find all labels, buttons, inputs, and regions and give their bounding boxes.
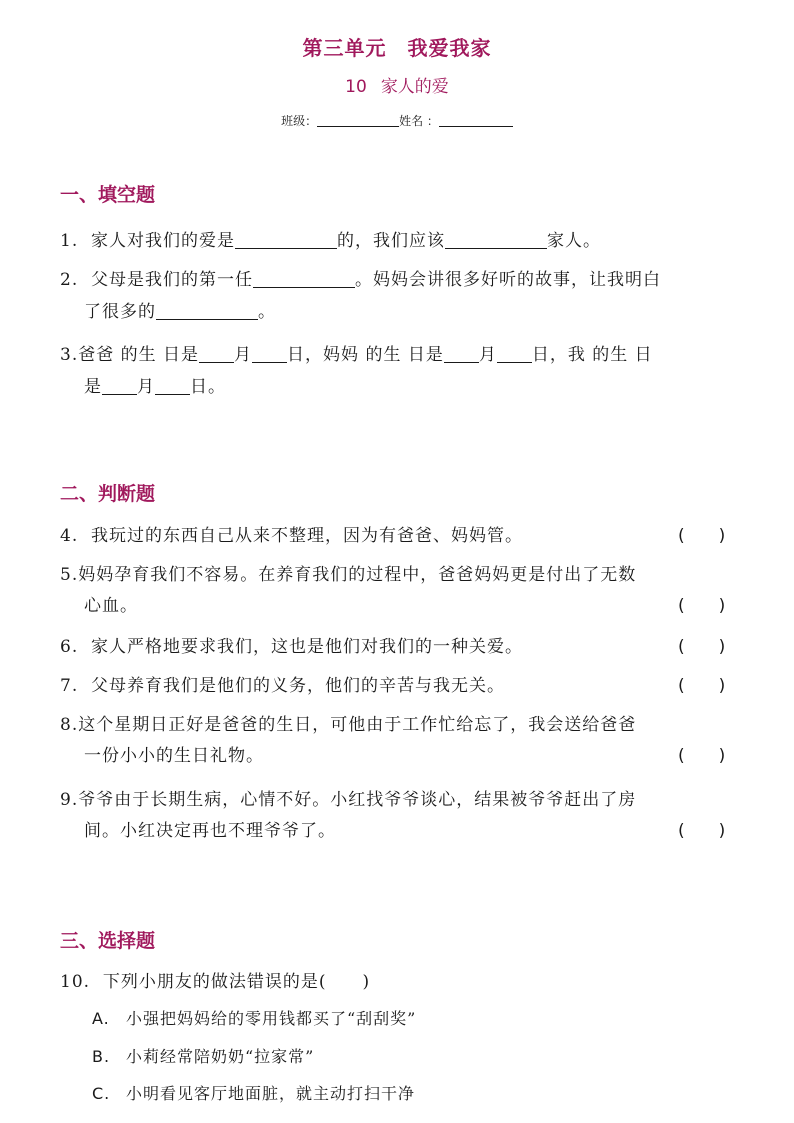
answer-blank[interactable] xyxy=(444,345,479,363)
class-label: 班级： xyxy=(281,114,318,128)
question-2-text-a: 父母是我们的第一任 xyxy=(91,270,254,290)
question-2-text-b: 。妈妈会讲很多好听的故事，让我明白 xyxy=(355,270,662,290)
question-2-continued xyxy=(84,297,276,322)
question-3-text-f: 是 xyxy=(84,377,102,397)
option-c-label: C. xyxy=(92,1084,111,1103)
question-3-text-h: 日。 xyxy=(190,377,226,397)
option-c[interactable] xyxy=(92,1081,415,1104)
question-5 xyxy=(60,560,636,585)
question-5-number: 5. xyxy=(60,565,79,585)
question-3-number: 3. xyxy=(60,345,79,365)
question-4-number: 4. xyxy=(60,526,79,546)
question-2-text-d: 。 xyxy=(258,302,276,322)
question-7-text: 父母养育我们是他们的义务，他们的辛苦与我无关。 xyxy=(91,676,506,696)
question-3-text-e: 日，我 的生 日 xyxy=(531,345,653,365)
answer-blank[interactable] xyxy=(102,377,137,395)
question-2 xyxy=(60,265,661,290)
section-choice-heading: 三、选择题 xyxy=(60,930,156,952)
answer-blank[interactable] xyxy=(252,345,287,363)
question-10 xyxy=(60,967,370,992)
question-9-continued: 间。小红决定再也不理爷爷了。 xyxy=(84,821,336,841)
question-3-text-c: 日，妈妈 的生 日是 xyxy=(287,345,444,365)
answer-parentheses[interactable]: ( ) xyxy=(678,596,726,616)
answer-blank[interactable] xyxy=(155,377,190,395)
question-2-number: 2. xyxy=(60,270,79,290)
answer-blank[interactable] xyxy=(253,270,355,288)
question-6-text: 家人严格地要求我们，这也是他们对我们的一种关爱。 xyxy=(91,637,524,657)
answer-parentheses[interactable]: ( ) xyxy=(678,676,726,696)
question-8-continued: 一份小小的生日礼物。 xyxy=(84,746,264,766)
question-3-text-b: 月 xyxy=(234,345,253,365)
option-a-text: 小强把妈妈给的零用钱都买了“刮刮奖” xyxy=(126,1009,417,1028)
section-judge-heading: 二、判断题 xyxy=(60,483,156,505)
question-10-number: 10. xyxy=(60,972,91,992)
class-field[interactable] xyxy=(317,114,399,127)
answer-blank[interactable] xyxy=(156,302,258,320)
lesson-number: 10 xyxy=(345,77,367,97)
name-field[interactable] xyxy=(439,114,513,127)
question-1 xyxy=(60,226,601,251)
question-8-number: 8. xyxy=(60,715,79,735)
option-a-label: A. xyxy=(92,1009,110,1028)
option-a[interactable] xyxy=(92,1006,416,1029)
answer-parentheses[interactable]: ( ) xyxy=(678,746,726,766)
option-b-text: 小莉经常陪奶奶“拉家常” xyxy=(126,1047,315,1066)
question-9 xyxy=(60,785,636,810)
question-9-text: 爷爷由于长期生病，心情不好。小红找爷爷谈心，结果被爷爷赶出了房 xyxy=(78,790,637,810)
question-8 xyxy=(60,710,636,735)
answer-blank[interactable] xyxy=(199,345,234,363)
unit-title: 第三单元 我爱我家 xyxy=(302,36,492,60)
question-5-continued: 心血。 xyxy=(84,596,138,616)
question-3-text-a: 爸爸 的生 日是 xyxy=(78,345,200,365)
question-1-text-a: 家人对我们的爱是 xyxy=(91,231,236,251)
question-9-number: 9. xyxy=(60,790,79,810)
answer-parentheses[interactable]: ( ) xyxy=(678,526,726,546)
answer-blank[interactable] xyxy=(235,231,337,249)
option-c-text: 小明看见客厅地面脏，就主动打扫干净 xyxy=(126,1084,416,1103)
answer-parentheses[interactable]: ( ) xyxy=(678,637,726,657)
question-4-text: 我玩过的东西自己从来不整理，因为有爸爸、妈妈管。 xyxy=(91,526,524,546)
question-5-text: 妈妈孕育我们不容易。在养育我们的过程中，爸爸妈妈更是付出了无数 xyxy=(78,565,637,585)
question-3 xyxy=(60,340,653,365)
question-1-text-c: 家人。 xyxy=(547,231,602,251)
answer-blank[interactable] xyxy=(497,345,532,363)
lesson-title xyxy=(0,72,794,97)
section-fill-heading: 一、填空题 xyxy=(60,184,156,206)
question-6 xyxy=(60,632,523,657)
question-8-text: 这个星期日正好是爸爸的生日，可他由于工作忙给忘了，我会送给爸爸 xyxy=(78,715,637,735)
question-7 xyxy=(60,671,505,696)
question-10-text: 下列小朋友的做法错误的是( ) xyxy=(102,972,371,992)
student-info xyxy=(0,112,794,129)
question-3-text-g: 月 xyxy=(137,377,155,397)
answer-parentheses[interactable]: ( ) xyxy=(678,821,726,841)
answer-blank[interactable] xyxy=(445,231,547,249)
option-b[interactable] xyxy=(92,1044,314,1067)
lesson-name: 家人的爱 xyxy=(380,77,449,97)
question-3-continued xyxy=(84,372,226,397)
question-4 xyxy=(60,521,523,546)
question-1-number: 1. xyxy=(60,231,79,251)
question-2-text-c: 了很多的 xyxy=(84,302,156,322)
question-1-text-b: 的，我们应该 xyxy=(337,231,446,251)
question-7-number: 7. xyxy=(60,676,79,696)
name-label: 姓名 ： xyxy=(399,114,439,128)
question-6-number: 6. xyxy=(60,637,79,657)
question-3-text-d: 月 xyxy=(478,345,497,365)
option-b-label: B. xyxy=(92,1047,111,1066)
